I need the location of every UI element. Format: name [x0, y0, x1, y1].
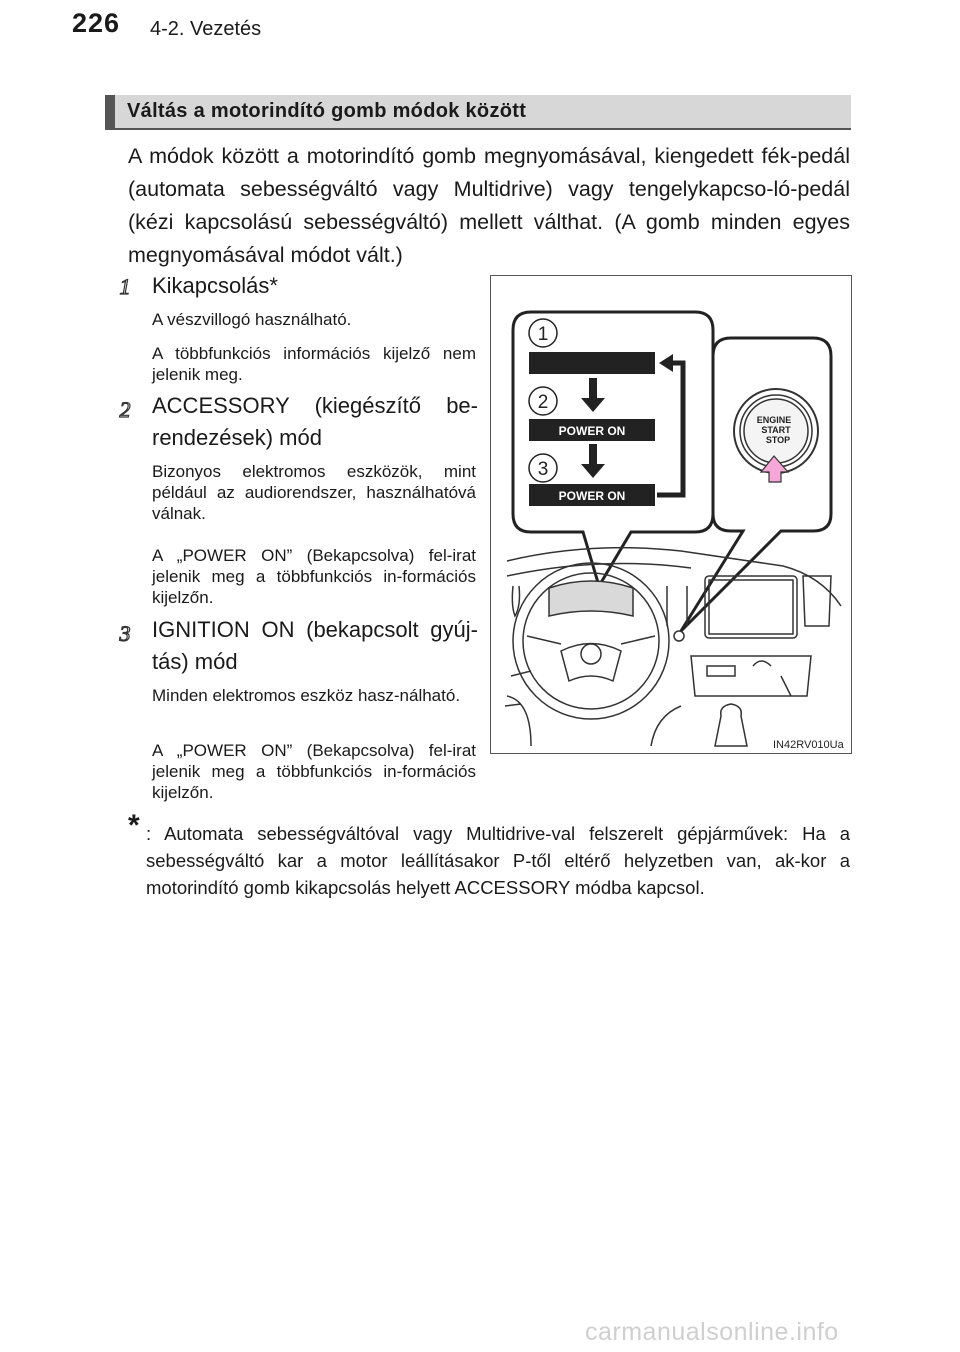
section-banner [105, 95, 851, 130]
dashboard-drawing [505, 548, 841, 746]
item-3-line-1: Minden elektromos eszköz hasz-nálható. [152, 686, 461, 705]
item-2-line-2: A „POWER ON” (Bekapcsolva) fel-irat jelenik meg a többfunkciós in-formációs kijelzőn. [152, 546, 476, 607]
label-1: 1 [537, 324, 549, 345]
banner-title: Váltás a motorindító gomb módok között [127, 100, 527, 122]
item-title-accessory: ACCESSORY (kiegészítő be-rendezések) mód [152, 393, 478, 450]
item-title-ignition: IGNITION ON (bekapcsolt gyúj-tás) mód [152, 617, 478, 674]
footnote-text: : Automata sebességváltóval vagy Multidrive-val felszerelt gépjárművek: Ha a sebességváltó kar a motor leállításakor P-től eltérő helyzetben van, ak-kor a motorindító gomb kikapcsolás helyett ACCESSORY módba kapcsol. [146, 823, 850, 898]
item-2-line-1: Bizonyos elektromos eszközök, mint például az audiorendszer, használhatóvá válnak. [152, 462, 476, 523]
figure-code: IN42RV010Ua [773, 739, 844, 751]
button-text-start: START [761, 425, 791, 435]
display-text-accessory: POWER ON [558, 424, 626, 438]
label-2: 2 [537, 392, 549, 413]
button-text-engine: ENGINE [756, 415, 792, 425]
footnote [128, 809, 850, 901]
item-1-line-2: A többfunkciós információs kijelző nem jelenik meg. [152, 344, 476, 384]
watermark: carmanualsonline.info [585, 1318, 839, 1346]
item-number-3: 3 [119, 621, 131, 646]
label-3: 3 [537, 459, 549, 480]
item-1-line-1: A vészvillogó használható. [152, 310, 352, 329]
figure-illustration [490, 275, 852, 754]
display-text-ignition: POWER ON [558, 489, 626, 503]
item-3-line-2: A „POWER ON” (Bekapcsolva) fel-irat jelenik meg a többfunkciós in-formációs kijelzőn. [152, 741, 476, 802]
item-title-off: Kikapcsolás* [152, 273, 278, 298]
display-bar-off [529, 352, 655, 374]
item-number-1: 1 [119, 274, 131, 299]
footnote-star: * [128, 809, 140, 842]
dashboard-illustration [491, 276, 852, 754]
section-title: 4-2. Vezetés [150, 18, 262, 40]
intro-paragraph: A módok között a motorindító gomb megnyomásával, kiengedett fék-pedál (automata sebességváltó vagy Multidrive) vagy tengelykapcso-ló-pedál (kézi kapcsolású sebességváltó) mellett válthat. (A gomb minden egyes megnyomásával módot vált.) [128, 144, 850, 267]
item-number-2: 2 [119, 397, 131, 422]
button-text-stop: STOP [765, 435, 791, 445]
page-number: 226 [72, 8, 121, 38]
